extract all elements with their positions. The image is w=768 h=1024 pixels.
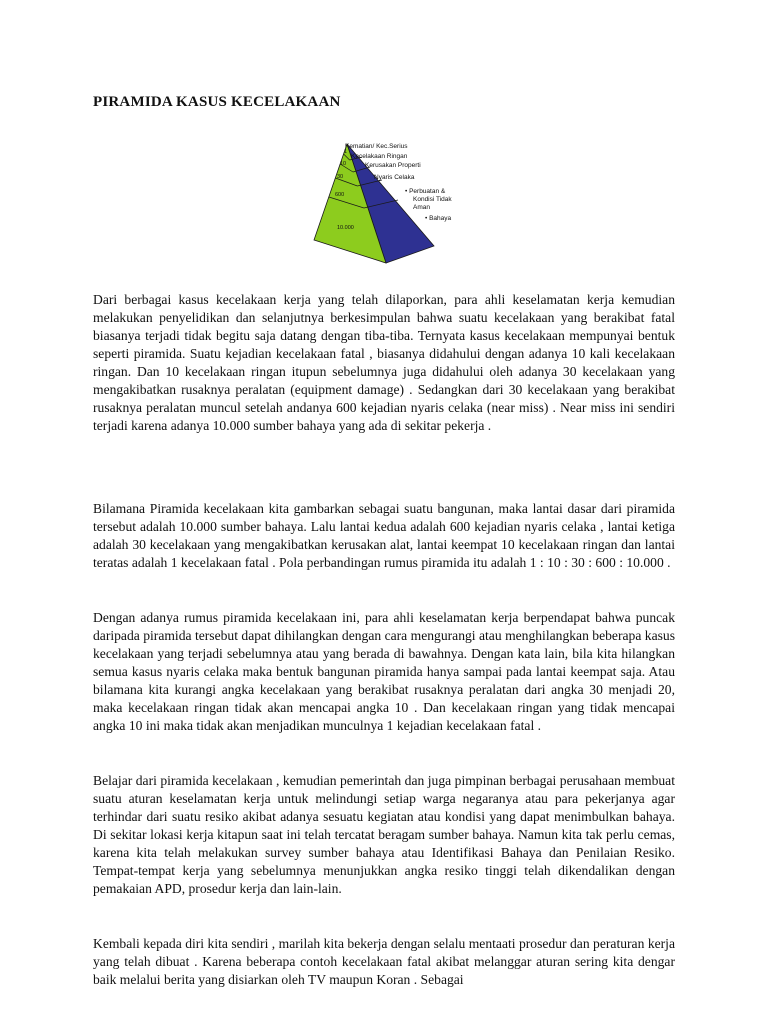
document-title: PIRAMIDA KASUS KECELAKAAN: [93, 94, 341, 110]
paragraph-1: Dari berbagai kasus kecelakaan kerja yang telah dilaporkan, para ahli keselamatan kerja kemudian melakukan penyelidikan dan selanjutnya berkesimpulan bahwa suatu kecelakaan yang berakibat fatal biasanya terjadi tidak begitu saja datang dengan tiba-tiba. Ternyata kasus kecelakaan mempunyai bentuk seperti piramida. Suatu kejadian kecelakaan fatal , biasanya didahului dengan adanya 10 kali kecelakaan ringan. Dan 10 kecelakaan ringan itupun sebelumnya juga didahului oleh adanya 30 kecelakaan yang mengakibatkan rusaknya peralatan (equipment damage) . Sedangkan dari 30 kecelakaan yang berakibat rusaknya peralatan muncul setelah andanya 600 kejadian nyaris celaka (near miss) . Near miss ini sendiri terjadi karena adanya 10.000 sumber bahaya yang ada di sekitar pekerja .: [93, 292, 675, 433]
label-property-damage: Kerusakan Properti: [365, 162, 421, 169]
label-near-miss: Nyaris Celaka: [374, 174, 415, 181]
label-unsafe-act-line1: • Perbuatan &: [405, 188, 446, 195]
level-number-30: 30: [337, 174, 344, 180]
paragraph-2: Bilamana Piramida kecelakaan kita gambarkan sebagai suatu bangunan, maka lantai dasar dari piramida tersebut adalah 10.000 sumber bahaya. Lalu lantai kedua adalah 600 kejadian nyaris celaka , lantai ketiga adalah 30 kecelakaan yang mengakibatkan kerusakan alat, lantai keempat 10 kecelakaan ringan dan lantai teratas adalah 1 kecelakaan fatal . Pola perbandingan rumus piramida itu adalah 1 : 10 : 30 : 600 : 10.000 .: [93, 501, 675, 570]
label-unsafe-act-line2: Kondisi Tidak: [413, 196, 452, 203]
label-fatal: Kematian/ Kec.Serius: [345, 143, 408, 150]
paragraph-3: Dengan adanya rumus piramida kecelakaan ini, para ahli keselamatan kerja berpendapat bahwa puncak daripada piramida tersebut dapat dihilangkan dengan cara mengurangi atau menghilangkan beberapa kasus kecelakaan yang terjadi sebelumnya atau yang berada di bawahnya. Dengan kata lain, bila kita hilangkan semua kasus nyaris celaka maka bentuk bangunan piramida hanya sampai pada lantai keempat saja. Atau bilamana kita kurangi angka kecelakaan yang berakibat rusaknya peralatan dari angka 30 menjadi 20, maka kecelakaan ringan tidak akan mencapai angka 10 . Dan kecelakaan ringan yang tidak mencapai angka 10 ini maka tidak akan menjadikan munculnya 1 kejadian kecelakaan fatal .: [93, 610, 675, 733]
paragraph-4: Belajar dari piramida kecelakaan , kemudian pemerintah dan juga pimpinan berbagai perusahaan membuat suatu aturan keselamatan kerja untuk melindungi setiap warga negaranya atau para pekerjanya agar terhindar dari suatu resiko akibat adanya sesuatu kegiatan atau kondisi yang dapat menimbulkan bahaya. Di sekitar lokasi kerja kitapun saat ini telah tercatat beragam sumber bahaya. Namun kita tak perlu cemas, karena kita telah melakukan survey sumber bahaya atau Identifikasi Bahaya dan Penilaian Resiko. Tempat-tempat kerja yang sebelumnya menunjukkan angka resiko tinggi telah dikendalikan dengan pemakaian APD, prosedur kerja dan lain-lain.: [93, 773, 675, 896]
accident-pyramid-figure: [310, 138, 490, 288]
label-unsafe-act-line3: Aman: [413, 204, 430, 211]
label-hazard: • Bahaya: [425, 215, 452, 222]
pyramid-diagram: [310, 138, 490, 288]
level-number-10: 10: [340, 161, 347, 167]
level-number-10000: 10.000: [337, 225, 354, 231]
label-minor-accident: Kecelakaan Ringan: [351, 153, 408, 160]
level-number-1: 1: [344, 149, 348, 155]
level-number-600: 600: [335, 192, 345, 198]
paragraph-5: Kembali kepada diri kita sendiri , marilah kita bekerja dengan selalu mentaati prosedur dan peraturan kerja yang telah dibuat . Karena beberapa contoh kecelakaan fatal akibat melanggar aturan sering kita dengar baik melalui berita yang disiarkan oleh TV maupun Koran . Sebagai: [93, 936, 675, 987]
